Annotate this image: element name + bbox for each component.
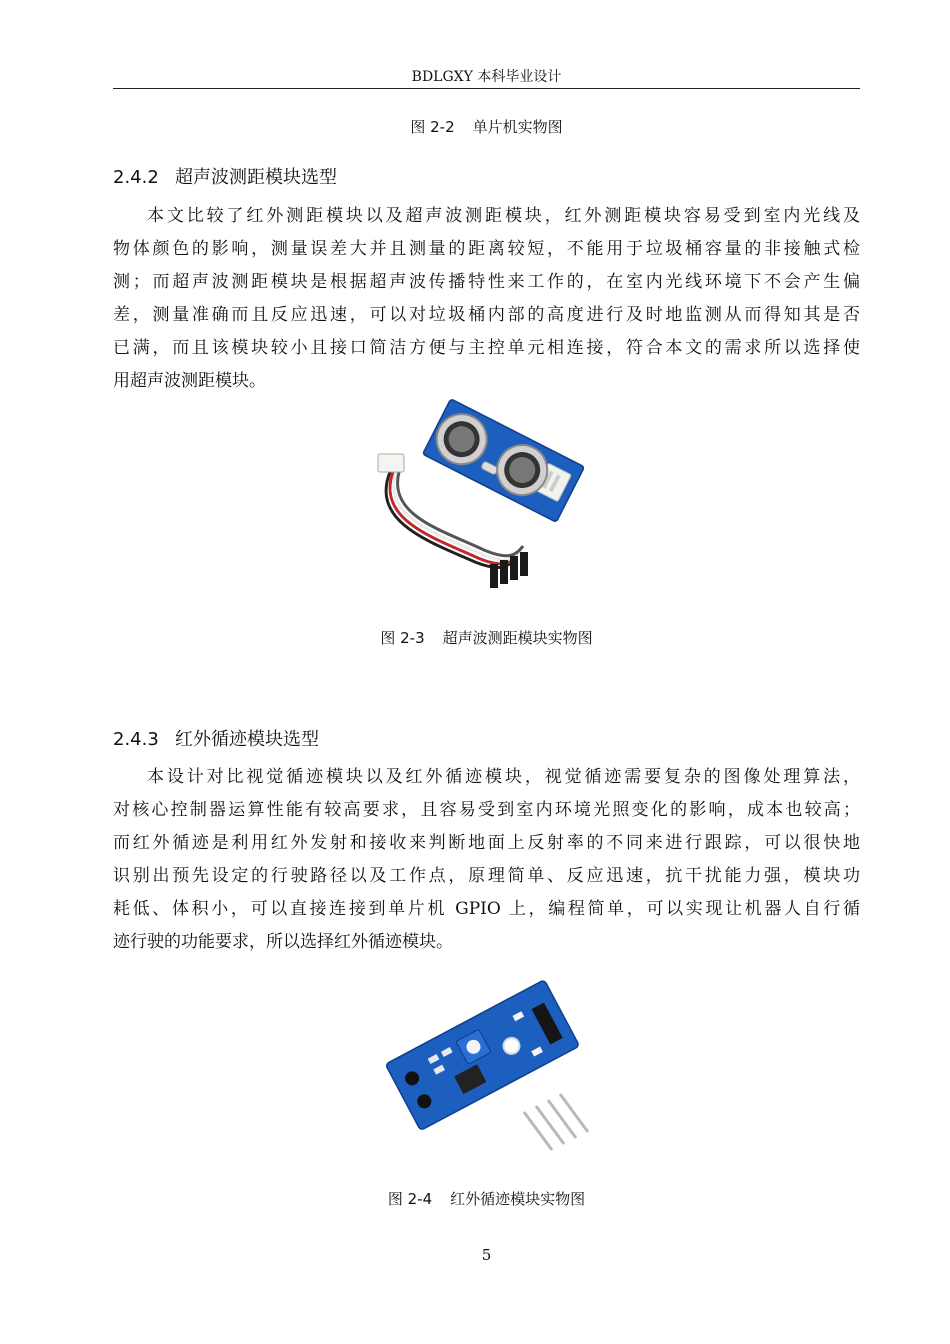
text-line: 用超声波测距模块。 — [113, 371, 266, 391]
text-line: 本文比较了红外测距模块以及超声波测距模块，红外测距模块容易受到室内光线及 — [147, 206, 860, 226]
text-line: 本设计对比视觉循迹模块以及红外循迹模块，视觉循迹需要复杂的图像处理算法， — [147, 767, 860, 787]
header-title: BDLGXY 本科毕业设计 — [411, 69, 562, 85]
figure-number: 图 2-4 — [387, 1190, 433, 1208]
ultrasonic-module-image — [360, 392, 590, 597]
figure-caption-2-3 — [113, 627, 860, 648]
figure-caption-2-2 — [113, 116, 860, 137]
text-line: 识别出预先设定的行驶路径以及工作点，原理简单、反应迅速，抗干扰能力强，模块功 — [113, 866, 860, 886]
text-line: 耗低、体积小，可以直接连接到单片机 GPIO 上，编程简单，可以实现让机器人自行循 — [113, 899, 860, 919]
text-line: 已满，而且该模块较小且接口简洁方便与主控单元相连接，符合本文的需求所以选择使 — [113, 338, 860, 358]
text-line: 测；而超声波测距模块是根据超声波传播特性来工作的，在室内光线环境下不会产生偏 — [113, 272, 860, 292]
paragraph-ultrasonic — [113, 200, 860, 398]
running-header — [113, 66, 860, 89]
text-line: 而红外循迹是利用红外发射和接收来判断地面上反射率的不同来进行跟踪，可以很快地 — [113, 833, 860, 853]
figure-caption-text: 超声波测距模块实物图 — [442, 629, 593, 647]
figure-number: 图 2-2 — [410, 118, 455, 136]
figure-caption-2-4 — [113, 1188, 860, 1209]
section-heading-2-4-3 — [113, 725, 319, 751]
section-heading-2-4-2 — [113, 163, 337, 189]
figure-number: 图 2-3 — [380, 629, 425, 647]
figure-caption-text: 单片机实物图 — [472, 118, 563, 136]
text-line: 差，测量准确而且反应迅速，可以对垃圾桶内部的高度进行及时地监测从而得知其是否 — [113, 305, 860, 325]
section-title: 超声波测距模块选型 — [175, 167, 337, 188]
text-line: 物体颜色的影响，测量误差大并且测量的距离较短，不能用于垃圾桶容量的非接触式检 — [113, 239, 860, 259]
section-number: 2.4.3 — [113, 729, 159, 750]
text-line: 对核心控制器运算性能有较高要求，且容易受到室内环境光照变化的影响，成本也较高； — [113, 800, 860, 820]
ir-tracking-module-image — [378, 960, 603, 1155]
paragraph-ir-tracking — [113, 761, 860, 959]
section-number: 2.4.2 — [113, 167, 159, 188]
text-line: 迹行驶的功能要求，所以选择红外循迹模块。 — [113, 932, 453, 952]
section-title: 红外循迹模块选型 — [175, 729, 319, 750]
figure-caption-text: 红外循迹模块实物图 — [450, 1190, 586, 1208]
page-number: 5 — [481, 1246, 492, 1264]
